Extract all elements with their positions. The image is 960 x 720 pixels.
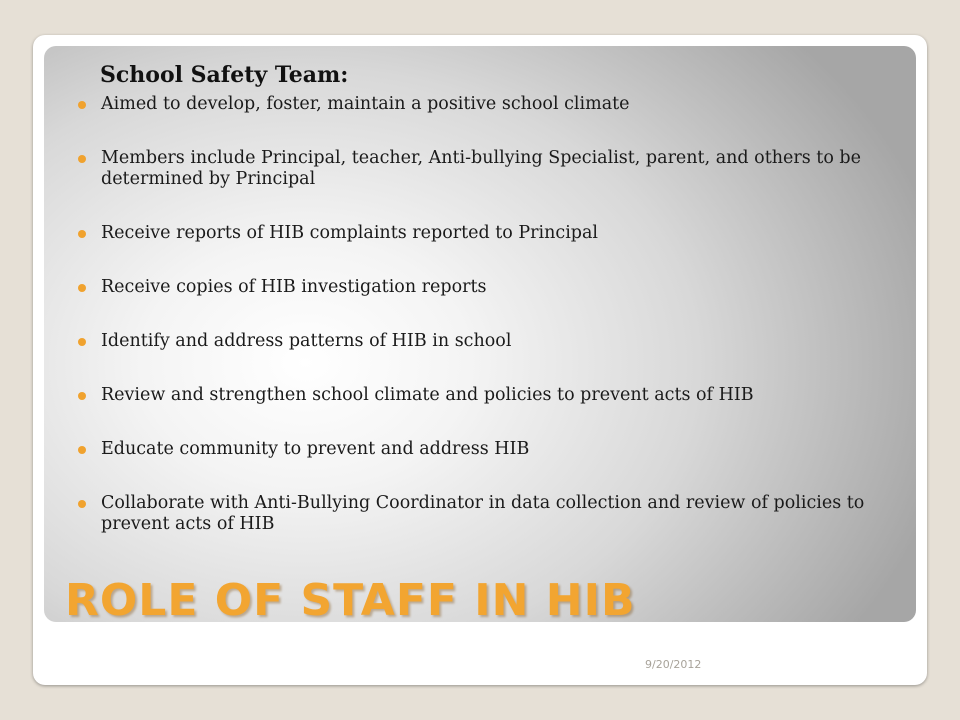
bullet-dot-icon — [78, 392, 86, 400]
bullet-item — [78, 94, 908, 115]
bullet-text: Educate community to prevent and address HIB — [101, 439, 530, 459]
bullet-item — [78, 493, 908, 535]
bullet-text: Members include Principal, teacher, Anti-bullying Specialist, parent, and others to be determined by Principal — [101, 148, 861, 189]
bullet-item — [78, 277, 908, 298]
slide-date: 9/20/2012 — [645, 658, 702, 671]
bullet-text: Receive copies of HIB investigation reports — [101, 277, 487, 297]
slide-title: ROLE OF STAFF IN HIB — [65, 575, 636, 626]
bullet-list — [78, 94, 908, 568]
bullet-item — [78, 331, 908, 352]
bullet-text: Identify and address patterns of HIB in school — [101, 331, 512, 351]
bullet-item — [78, 385, 908, 406]
bullet-text: Collaborate with Anti-Bullying Coordinator in data collection and review of policies to prevent acts of HIB — [101, 493, 865, 534]
section-heading: School Safety Team: — [100, 62, 349, 88]
bullet-text: Aimed to develop, foster, maintain a positive school climate — [101, 94, 630, 114]
bullet-text: Receive reports of HIB complaints reported to Principal — [101, 223, 599, 243]
bullet-dot-icon — [78, 338, 86, 346]
bullet-text: Review and strengthen school climate and policies to prevent acts of HIB — [101, 385, 754, 405]
bullet-dot-icon — [78, 446, 86, 454]
bullet-dot-icon — [78, 500, 86, 508]
bullet-dot-icon — [78, 155, 86, 163]
bullet-item — [78, 439, 908, 460]
bullet-item — [78, 148, 908, 190]
bullet-dot-icon — [78, 101, 86, 109]
bullet-dot-icon — [78, 230, 86, 238]
bullet-dot-icon — [78, 284, 86, 292]
bullet-item — [78, 223, 908, 244]
